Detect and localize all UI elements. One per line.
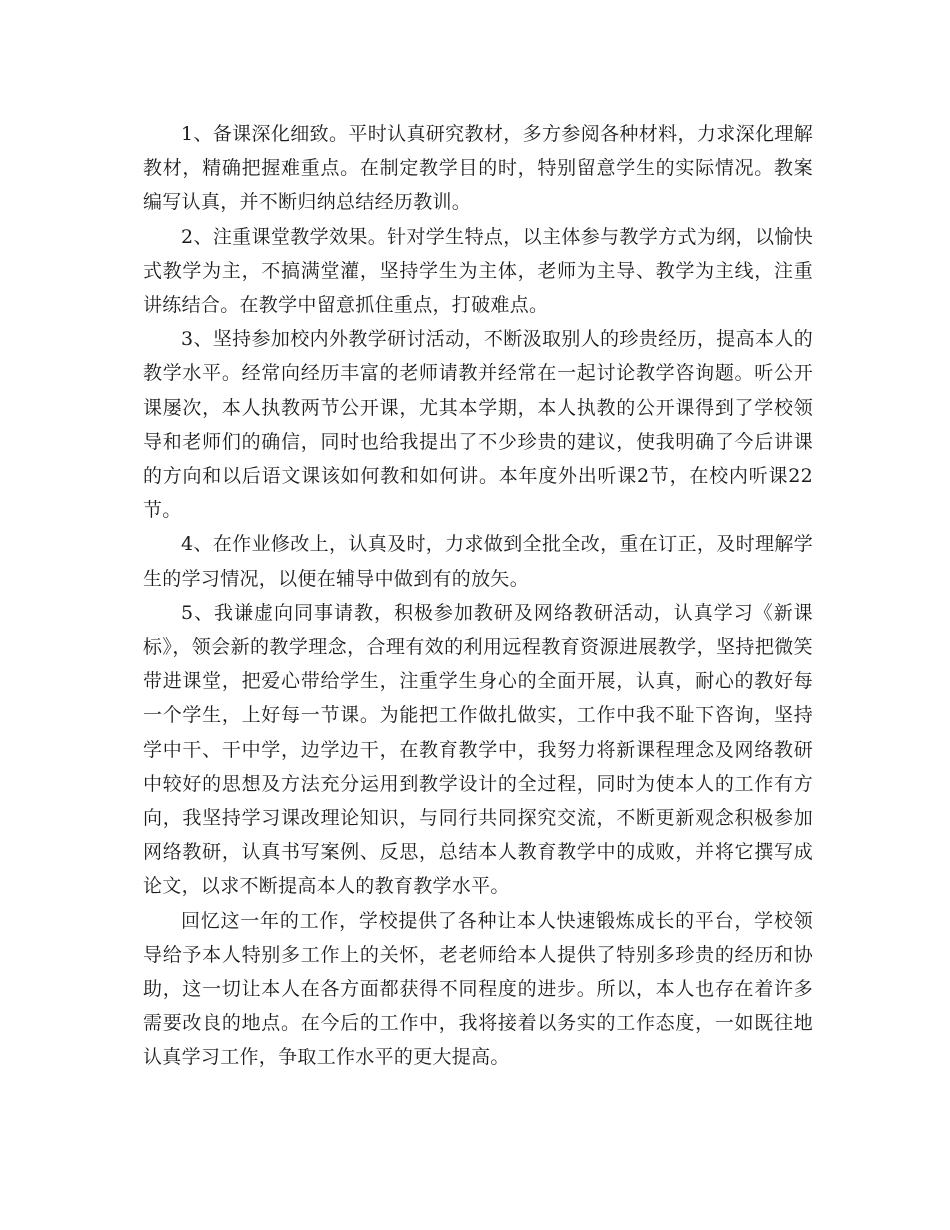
- paragraph-year-review: 回忆这一年的工作，学校提供了各种让本人快速锻炼成长的平台，学校领导给予本人特别多工作上的关怀，老老师给本人提供了特别多珍贵的经历和协助，这一切让本人在各方面都获得不同程度的进步。所以，本人也存在着许多需要改良的地点。在今后的工作中，我将接着以务实的工作态度，一如既往地认真学习工作，争取工作水平的更大提高。: [143, 909, 813, 1069]
- document-body: [143, 117, 813, 1075]
- paragraph-homework-correction: 4、在作业修改上，认真及时，力求做到全批全改，重在订正，及时理解学生的学习情况，以便在辅导中做到有的放矢。: [143, 533, 813, 590]
- paragraph-classroom-effect: 2、注重课堂教学效果。针对学生特点，以主体参与教学方式为纲，以愉快式教学为主，不搞满堂灌，坚持学生为主体，老师为主导、教学为主线，注重讲练结合。在教学中留意抓住重点，打破难点。: [143, 225, 813, 317]
- paragraph-lesson-preparation: 1、备课深化细致。平时认真研究教材，多方参阅各种材料，力求深化理解教材，精确把握难重点。在制定教学目的时，特别留意学生的实际情况。教案编写认真，并不断归纳总结经历教训。: [143, 123, 813, 214]
- paragraph-teaching-research: 3、坚持参加校内外教学研讨活动，不断汲取别人的珍贵经历，提高本人的教学水平。经常向经历丰富的老师请教并经常在一起讨论教学咨询题。听公开课屡次，本人执教两节公开课，尤其本学期，本人执教的公开课得到了学校领导和老师们的确信，同时也给我提出了不少珍贵的建议，使我明确了今后讲课的方向和以后语文课该如何教和如何讲。本年度外出听课2节，在校内听课22节。: [143, 328, 813, 522]
- paragraph-online-research: 5、我谦虚向同事请教，积极参加教研及网络教研活动，认真学习《新课标》，领会新的教学理念，合理有效的利用远程教育资源进展教学，坚持把微笑带进课堂，把爱心带给学生，注重学生身心的全面开展，认真，耐心的教好每一个学生，上好每一节课。为能把工作做扎做实，工作中我不耻下咨询，坚持学中干、干中学，边学边干，在教育教学中，我努力将新课程理念及网络教研中较好的思想及方法充分运用到教学设计的全过程，同时为使本人的工作有方向，我坚持学习课改理论知识，与同行共同探究交流，不断更新观念积极参加网络教研，认真书写案例、反思，总结本人教育教学中的成败，并将它撰写成论文，以求不断提高本人的教育教学水平。: [143, 601, 813, 898]
